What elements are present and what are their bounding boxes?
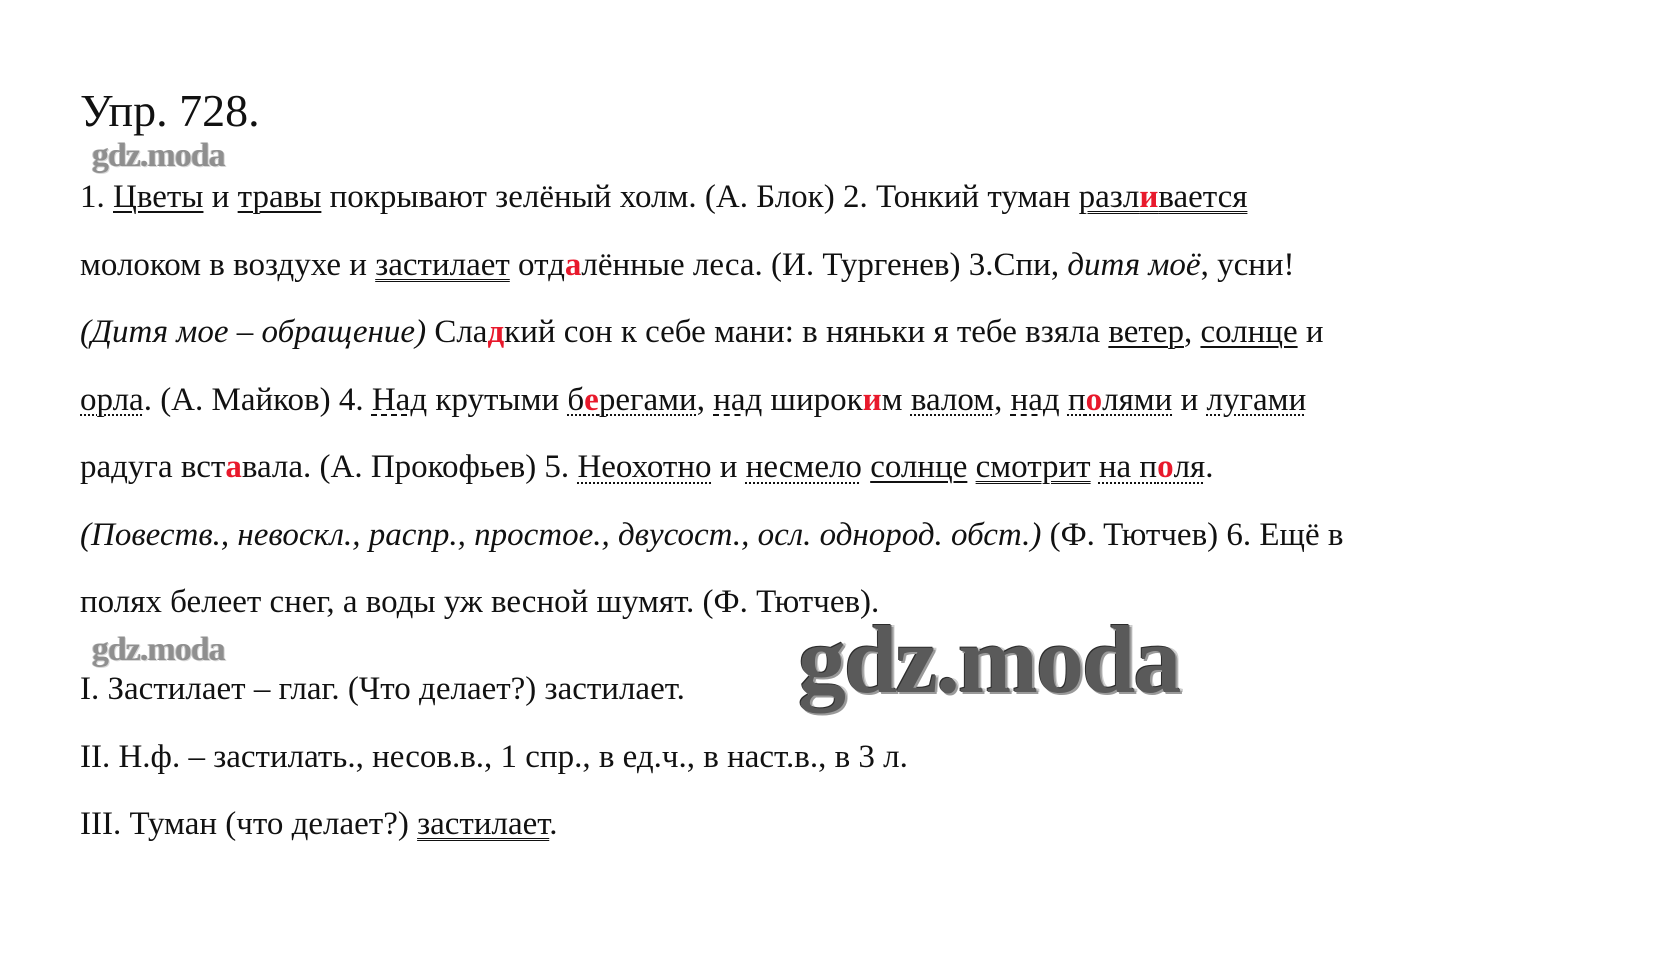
highlighted-letter: о: [1085, 381, 1103, 418]
text-fragment: б: [567, 381, 585, 418]
annotation-italic: (Повеств., невоскл., распр., простое., двусост., осл. однород. обст.): [80, 516, 1042, 553]
text-fragment: вается: [1158, 179, 1248, 215]
text-fragment: [967, 449, 975, 485]
analysis-line-3: [80, 791, 1480, 859]
text-fragment: ля: [1173, 449, 1206, 485]
text-fragment: Сла: [426, 314, 488, 350]
circumstance-word: валом: [910, 381, 995, 418]
text-line-2: [80, 232, 1600, 300]
circumstance-word: [1099, 449, 1205, 485]
sentence-number: 1.: [80, 179, 113, 215]
circumstance-word: Неохотно: [577, 449, 712, 485]
subject-word: солнце: [870, 449, 968, 485]
annotation-italic: (Дитя мое – обращение): [80, 314, 427, 350]
text-fragment: разл: [1078, 179, 1140, 215]
text-fragment: и: [1172, 381, 1207, 418]
preposition-word: Над: [371, 381, 428, 418]
watermark-top: gdz.moda: [92, 137, 225, 174]
morphology-analysis: [80, 656, 1480, 859]
text-fragment: ,: [1183, 314, 1201, 350]
text-fragment: отд: [509, 246, 565, 283]
text-fragment: лями: [1102, 381, 1173, 418]
text-fragment: радуга вст: [80, 449, 226, 485]
text-fragment: п: [1067, 381, 1086, 418]
highlighted-letter: е: [584, 381, 599, 418]
text-line-3: [80, 299, 1600, 367]
predicate-word: [1079, 179, 1248, 215]
analysis-line-1: I. Застилает – глаг. (Что делает?) застилает.: [80, 671, 685, 707]
circumstance-word: [567, 382, 696, 418]
text-fragment: ,: [994, 381, 1011, 418]
address-italic: дитя моё: [1067, 246, 1201, 283]
text-fragment: широк: [762, 381, 863, 418]
text-fragment: [862, 449, 870, 485]
text-fragment: и: [711, 449, 746, 485]
watermark-middle: gdz.moda: [92, 631, 225, 668]
text-fragment: . (А. Майков) 4.: [143, 381, 372, 418]
text-line-4: [80, 367, 1600, 435]
highlighted-letter: и: [1139, 179, 1159, 215]
text-line-1: [80, 164, 1600, 232]
text-fragment: .: [549, 806, 558, 842]
subject-word: травы: [237, 179, 322, 215]
exercise-title: Упр. 728.: [80, 85, 260, 136]
text-fragment: на п: [1098, 449, 1158, 485]
circumstance-word: [1068, 382, 1172, 418]
text-fragment: III. Туман (что делает?): [80, 806, 418, 842]
text-fragment: молоком в воздухе и: [80, 246, 376, 283]
highlighted-letter: а: [225, 449, 242, 485]
text-fragment: регами: [598, 381, 697, 418]
analysis-line-2: II. Н.ф. – застилать., несов.в., 1 спр., в ед.ч., в наст.в., в 3 л.: [80, 738, 908, 775]
exercise-text: [80, 164, 1600, 637]
watermark-large: gdz.moda: [798, 606, 1180, 713]
predicate-word: застилает: [375, 246, 510, 283]
text-fragment: лённые леса. (И. Тургенев) 3.Спи,: [581, 246, 1068, 283]
object-word: солнце: [1200, 314, 1298, 350]
highlighted-letter: д: [487, 314, 505, 350]
predicate-word: смотрит: [975, 449, 1091, 485]
preposition-word: над: [1010, 381, 1060, 418]
object-word: ветер: [1108, 314, 1184, 350]
circumstance-word: лугами: [1206, 381, 1307, 418]
subject-word: Цветы: [113, 179, 204, 215]
text-fragment: кий сон к себе мани: в няньки я тебе взяла: [504, 314, 1109, 350]
text-fragment: вала. (А. Прокофьев) 5.: [241, 449, 578, 485]
object-word: орла: [80, 381, 144, 418]
text-fragment: покрывают зелёный холм. (А. Блок) 2. Тонкий туман: [321, 179, 1079, 215]
circumstance-word: несмело: [745, 449, 862, 485]
predicate-word: застилает: [417, 806, 550, 842]
text-fragment: (Ф. Тютчев) 6. Ещё в: [1041, 516, 1344, 553]
text-fragment: [1091, 449, 1099, 485]
text-fragment: .: [1205, 449, 1214, 485]
text-line-6: [80, 502, 1600, 570]
text-fragment: крутыми: [427, 381, 568, 418]
text-fragment: и: [1297, 314, 1324, 350]
text-line-5: [80, 434, 1600, 502]
text-fragment: м: [881, 381, 911, 418]
text-fragment: [1060, 382, 1068, 418]
text-fragment: , усни!: [1200, 246, 1295, 283]
highlighted-letter: о: [1157, 449, 1174, 485]
text-fragment: полях белеет снег, а воды уж весной шумят. (Ф. Тютчев).: [80, 584, 880, 620]
text-fragment: ,: [696, 381, 714, 418]
text-fragment: и: [203, 179, 238, 215]
highlighted-letter: а: [564, 246, 582, 283]
highlighted-letter: и: [862, 381, 882, 418]
preposition-word: над: [713, 381, 763, 418]
